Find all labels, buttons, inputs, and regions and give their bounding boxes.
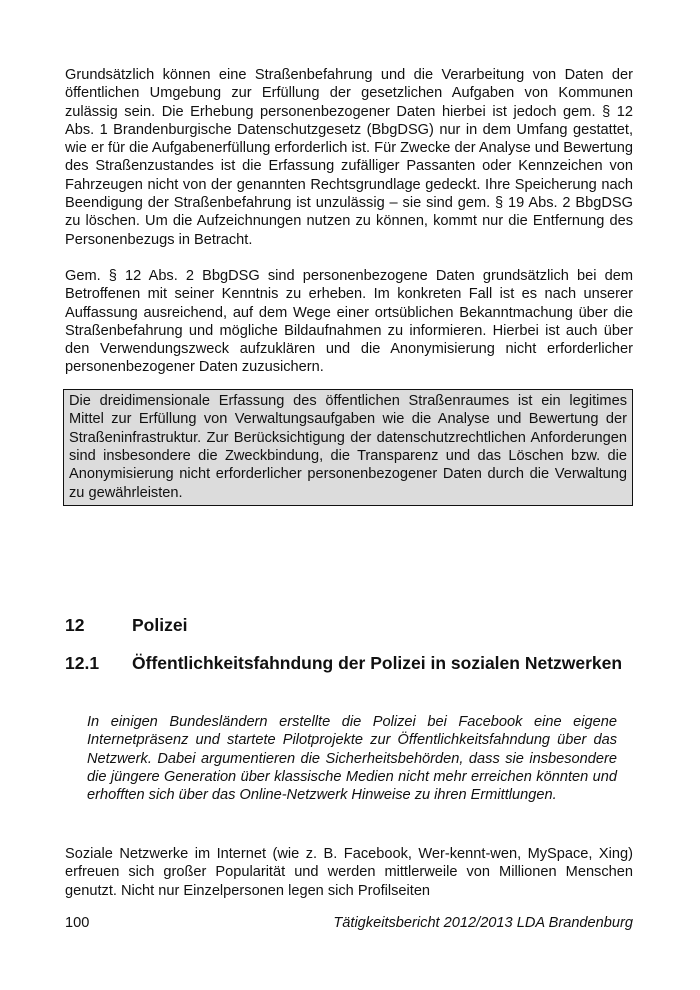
footer-title: Tätigkeitsbericht 2012/2013 LDA Brandenburg bbox=[333, 915, 633, 931]
paragraph-collection: Gem. § 12 Abs. 2 BbgDSG sind personenbezogene Daten grundsätzlich bei dem Betroffenen mit seiner Kenntnis zu erheben. Im konkreten Fall ist es nach unserer Auffassung ausreichend, auf dem Wege einer ortsüblichen Bekanntmachung über die Straßenbefahrung und mögliche Bildaufnahmen zu informieren. Hierbei ist auch über den Verwendungszweck aufzuklären und die Anonymisierung nicht erforderlicher personenbezogener Daten zuzusichern. bbox=[65, 267, 633, 376]
page-body bbox=[65, 66, 633, 506]
subsection-heading bbox=[65, 653, 635, 674]
section-heading bbox=[65, 615, 635, 636]
page-number: 100 bbox=[65, 915, 90, 931]
intro-italic: In einigen Bundesländern erstellte die Polizei bei Facebook eine eigene Internetpräsenz und startete Pilotprojekte zur Öffentlichkeitsfahndung über das Netzwerk. Dabei argumentieren die Sicherheitsbehörden, dass sie insbesondere die jüngere Generation über klassische Medien nicht mehr erreichen könnten und erhofften sich über das Online-Netzwerk Hinweise zu ihren Ermittlungen. bbox=[87, 714, 617, 804]
summary-text: Die dreidimensionale Erfassung des öffentlichen Straßenraumes ist ein legitimes Mittel zur Erfüllung von Verwaltungsaufgaben wie die Analyse und Bewertung der Straßeninfrastruktur. Zur Berücksichtigung der datenschutzrechtlichen Anforderungen sind insbesondere die Zweckbindung, die Transparenz und das Löschen bzw. die Anonymisierung nicht erforderlicher personenbezogener Daten durch die Verwaltung zu gewährleisten. bbox=[69, 392, 627, 501]
section-number: 12 bbox=[65, 615, 85, 635]
subsection-number: 12.1 bbox=[65, 653, 100, 673]
paragraph-legal-basis: Grundsätzlich können eine Straßenbefahrung und die Verarbeitung von Daten der öffentlichen Umgebung zur Erfüllung der gesetzlichen Aufgaben von Kommunen zulässig sein. Die Erhebung personenbezogener Daten hierbei ist jedoch gem. § 12 Abs. 1 Brandenburgische Datenschutzgesetz (BbgDSG) nur in dem Umfang gestattet, wie er für die Aufgabenerfüllung erforderlich ist. Für Zwecke der Analyse und Bewertung des Straßenzustandes ist die Erfassung zufälliger Passanten oder Kennzeichen von Fahrzeugen nicht von der genannten Rechtsgrundlage gedeckt. Ihre Speicherung nach Beendigung der Straßenbefahrung ist unzulässig – sie sind gem. § 19 Abs. 2 BbgDSG zu löschen. Um die Aufzeichnungen nutzen zu können, kommt nur die Entfernung des Personenbezugs in Betracht. bbox=[65, 67, 633, 248]
page-footer bbox=[65, 915, 633, 931]
summary-box bbox=[63, 389, 633, 506]
subsection-title: Öffentlichkeitsfahndung der Polizei in sozialen Netzwerken bbox=[132, 653, 623, 673]
section-title: Polizei bbox=[132, 615, 188, 635]
paragraph-social-networks: Soziale Netzwerke im Internet (wie z. B. Facebook, Wer-kennt-wen, MySpace, Xing) erfreuen sich großer Popularität und werden mittlerweile von Millionen Menschen genutzt. Nicht nur Einzelpersonen legen sich Profilseiten bbox=[65, 846, 633, 899]
